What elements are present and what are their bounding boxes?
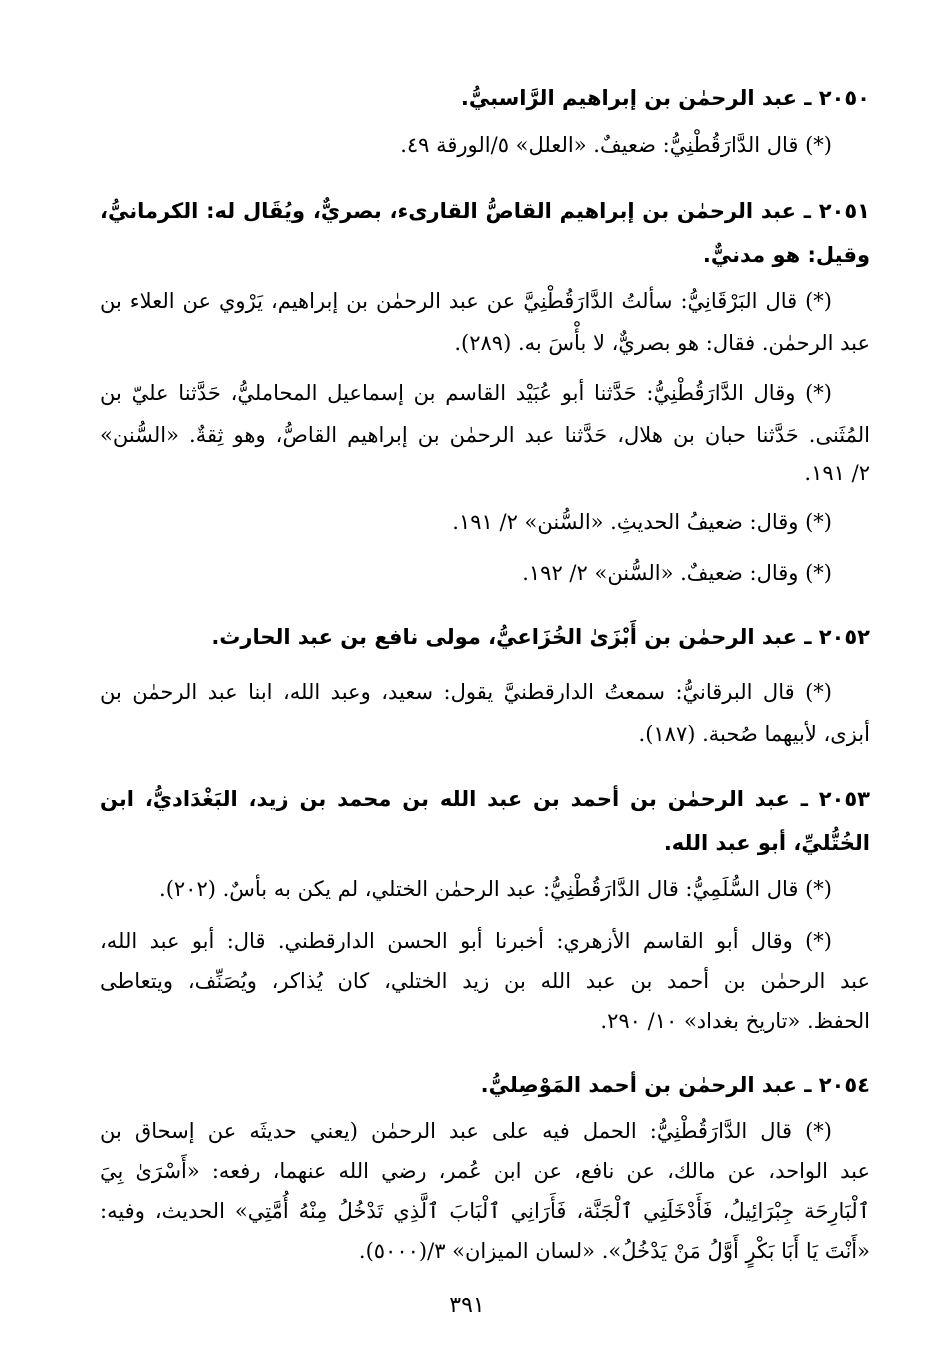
entry-2051-heading-line2: وقيل: هو مدنيٌّ. (702, 243, 870, 267)
entry-2053-quote2-line3: الحفظ. «تاريخ بغداد» ١٠/ ٢٩٠. (600, 1009, 870, 1033)
entry-2051-quote2-line3: ٢/ ١٩١. (804, 461, 870, 485)
entry-2053-heading-line1: ٢٠٥٣ ـ عبد الرحمٰن بن أحمد بن عبد الله بن محمد بن زيد، البَغْدَاديُّ، ابن (100, 787, 870, 811)
entry-2053-heading-line2: الخُتُّليِّ، أبو عبد الله. (663, 831, 870, 855)
entry-2053-quote2-line2: عبد الرحمٰن بن أحمد بن عبد الله بن زيد الختلي، كان يُذاكر، ويُصَنِّف، ويتعاطى (100, 969, 870, 993)
entry-2054-heading: ٢٠٥٤ ـ عبد الرحمٰن بن أحمد المَوْصِليُّ. (480, 1073, 870, 1097)
entry-2054-quote-line1: (*) قال الدَّارَقُطْنِيُّ: الحمل فيه على عبد الرحمٰن (يعني حديثَه عن إسحاق بن (100, 1119, 832, 1143)
entry-2053-quote1: (*) قال السُّلَمِيُّ: قال الدَّارَقُطْنِيُّ: عبد الرحمٰن الختلي، لم يكن به بأسٌ. (٢٠٢). (159, 877, 832, 901)
entry-2051-quote3: (*) وقال: ضعيفُ الحديثِ. «السُّنن» ٢/ ١٩١. (452, 510, 832, 534)
page-number: ٣٩١ (449, 1293, 485, 1318)
entry-2054-quote-line3: ٱلْبَارِحَة جِبْرَائِيلُ، فَأَدْخَلَنِي ٱلْجَنَّة، فَأَرَانِي ٱلْبَابَ ٱلَّذِي تَدْخُلُ مِنْهُ أُمَّتِي» الحديث، وفيه: (100, 1199, 870, 1223)
entry-2051-quote4: (*) وقال: ضعيفٌ. «السُّنن» ٢/ ١٩٢. (522, 561, 832, 585)
entry-2051-quote1-line1: (*) قال البَرْقَانِيُّ: سألتُ الدَّارَقُطْنِيَّ عن عبد الرحمٰن بن إبراهيم، يَرْوي عن العلاء بن (100, 289, 832, 313)
entry-2051-quote2-line1: (*) وقال الدَّارَقُطْنِيُّ: حَدَّثنا أبو عُبَيْد القاسم بن إسماعيل المحامليُّ، حَدَّثنا عليّ بن (100, 381, 832, 405)
entry-2051-heading-line1: ٢٠٥١ ـ عبد الرحمٰن بن إبراهيم القاصُّ القارىء، بصريٌّ، ويُقَال له: الكرمانيُّ، (100, 199, 870, 223)
entry-2054-quote-line4: «أَنْتَ يَا أَبَا بَكْرٍ أَوَّلُ مَنْ يَدْخُلُ». «لسان الميزان» ٣/(٥٠٠٠). (358, 1239, 870, 1263)
entry-2052-quote-line2: أبزى، لأبيهما صُحبة. (١٨٧). (638, 722, 870, 746)
entry-2051-quote1-line2: عبد الرحمٰن. فقال: هو بصريٌّ، لا بأْسَ به. (٢٨٩). (454, 331, 870, 355)
entry-2052-quote-line1: (*) قال البرقانيُّ: سمعتُ الدارقطنيَّ يقول: سعيد، وعبد الله، ابنا عبد الرحمٰن بن (100, 680, 832, 704)
entry-2052-heading: ٢٠٥٢ ـ عبد الرحمٰن بن أَبْزَىٰ الخُزَاعيُّ، مولى نافع بن عبد الحارث. (211, 625, 870, 649)
entry-2051-quote2-line2: المُثَنى. حَدَّثنا حبان بن هلال، حَدَّثنا عبد الرحمٰن بن إبراهيم القاصُّ، وهو ثِقةٌ. «السُّنن» (100, 423, 870, 447)
entry-2054-quote-line2: عبد الواحد، عن مالك، عن نافع، عن ابن عُمر، رضي الله عنهما، رفعه: «أَسْرَىٰ بِيَ (100, 1159, 870, 1183)
entry-2053-quote2-line1: (*) وقال أبو القاسم الأزهري: أخبرنا أبو الحسن الدارقطني. قال: أبو عبد الله، (100, 929, 832, 953)
entry-2050-quote: (*) قال الدَّارَقُطْنِيُّ: ضعيفٌ. «العلل» ٥/الورقة ٤٩. (400, 133, 832, 157)
entry-2050-heading: ٢٠٥٠ ـ عبد الرحمٰن بن إبراهيم الرَّاسبيُّ. (460, 86, 870, 110)
